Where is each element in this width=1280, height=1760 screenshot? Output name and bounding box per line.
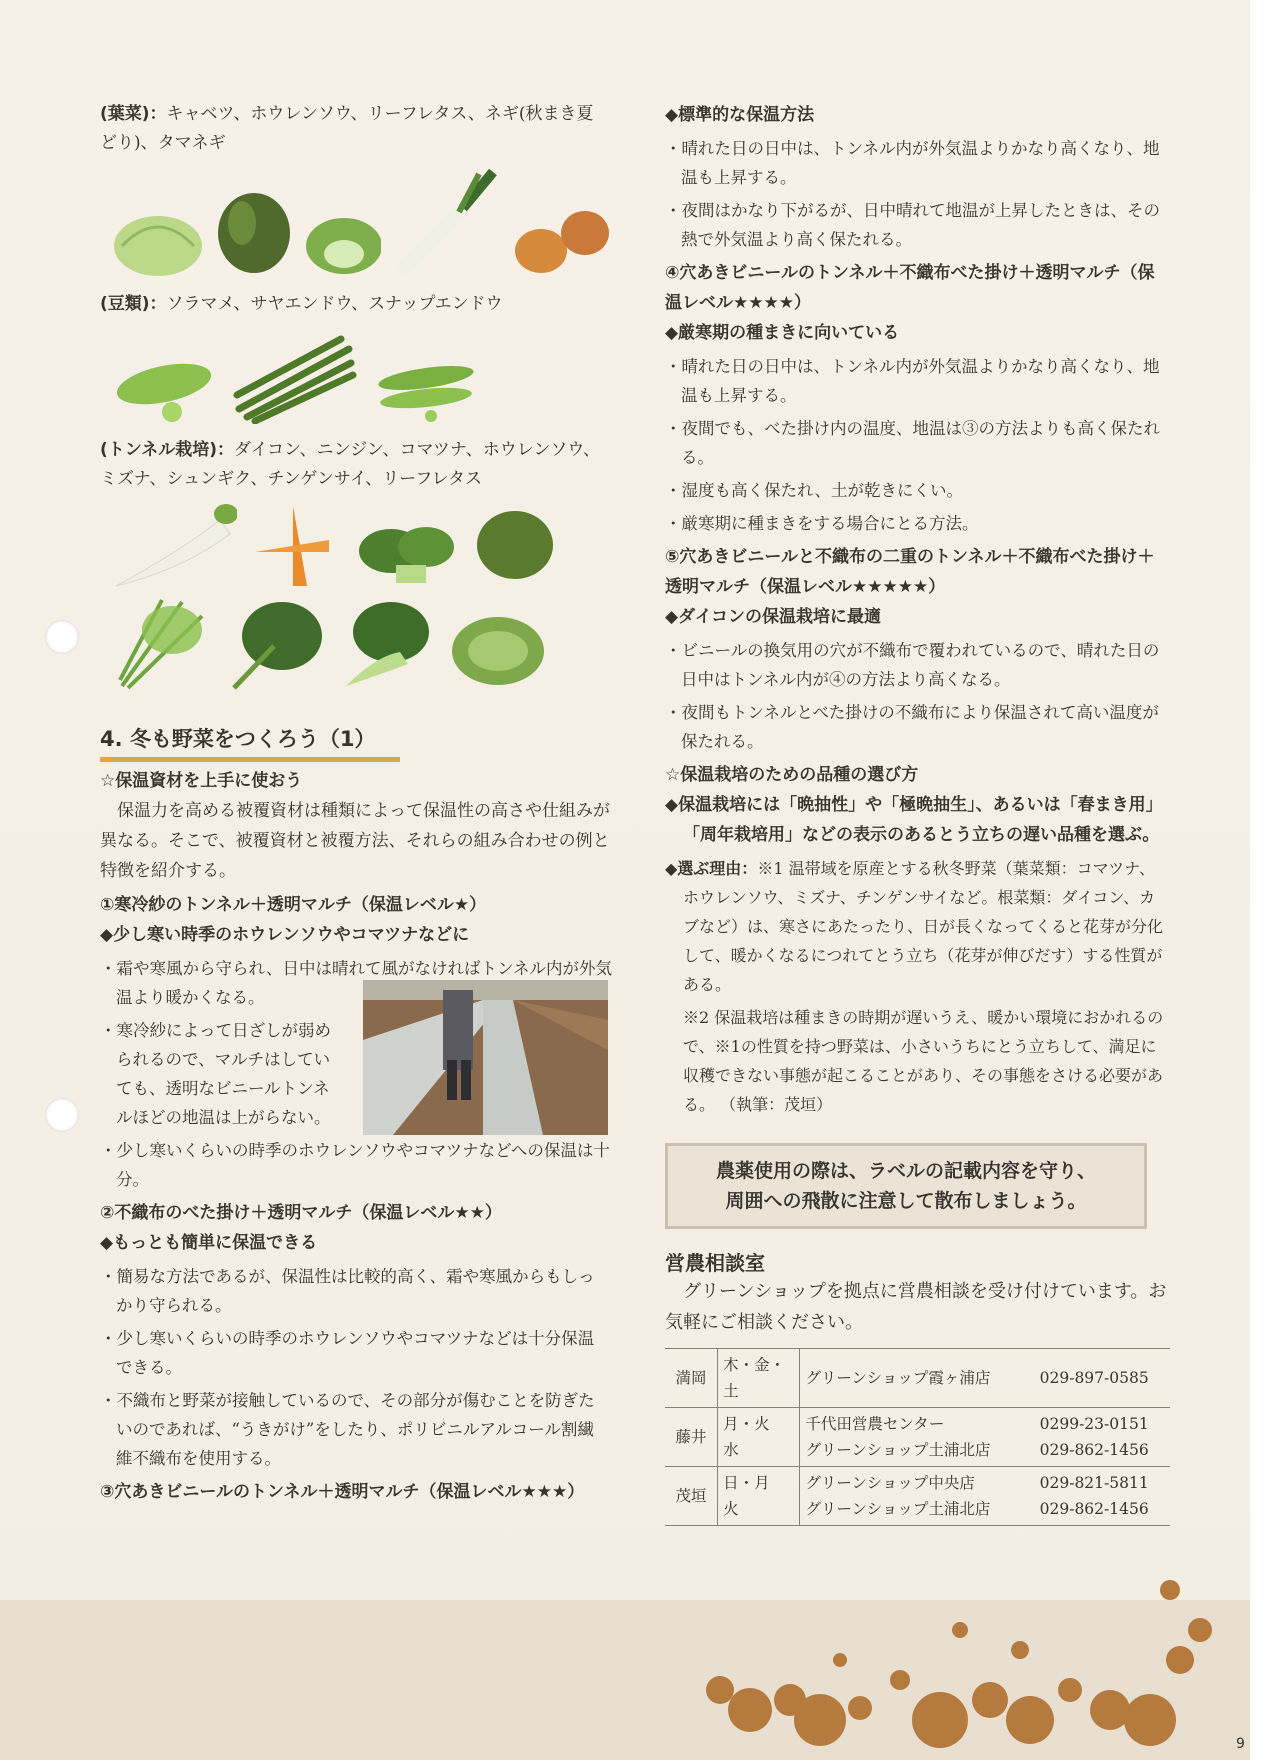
method1-bullet-3: ・少し寒いくらいの時季のホウレンソウやコマツナなどへの保温は十分。 — [100, 1141, 610, 1189]
method5-title: ⑤穴あきビニールと不織布の二重のトンネル＋不織布べた掛け＋透明マルチ（保温レベル★★★★★） — [665, 547, 1155, 597]
method4-bullet-1: ・晴れた日の日中は、トンネル内が外気温よりかなり高くなり、地温も上昇する。 — [665, 357, 1160, 405]
section-title: 4. 冬も野菜をつくろう（1） — [100, 723, 400, 762]
method2-bullet-2: ・少し寒いくらいの時季のホウレンソウやコマツナなどは十分保温できる。 — [100, 1329, 595, 1377]
intro-body: 保温力を高める被覆資材は種類によって保温性の高さや仕組みが異なる。そこで、被覆資材と被覆方法、それらの組み合わせの例と特徴を紹介する。 — [100, 801, 610, 881]
daikon-illustration — [112, 500, 237, 590]
method1-bullet-1: ・霜や寒風から守られ、日中は晴れて風がなければトンネル内が外気温より暖かくなる。 — [100, 959, 612, 1007]
category-tunnel: (トンネル栽培)：ダイコン、ニンジン、コマツナ、ホウレンソウ、ミズナ、シュンギク、チンゲンサイ、リーフレタス — [100, 440, 600, 489]
snow-pea-illustration — [229, 329, 359, 424]
reason-2-paragraph: ※2 保温栽培は種まきの時期が遅いうえ、暖かい環境におかれるので、※1の性質を持つ野菜は、小さいうちにとう立ちして、満足に収穫できない事態が起こることがあり、その事態をさける必要がある。 （執筆：茂垣） — [683, 1008, 1164, 1114]
carrot-illustration — [249, 500, 339, 590]
method2-subheading: ◆もっとも簡単に保温できる — [100, 1233, 318, 1253]
red-leaf-lettuce-illustration — [448, 611, 548, 691]
onion-illustration — [513, 203, 610, 278]
binder-hole-top — [45, 620, 79, 654]
soil-decoration — [640, 1570, 1240, 1750]
method1-subheading: ◆少し寒い時季のホウレンソウやコマツナなどに — [100, 925, 470, 945]
spinach-bunch-illustration — [473, 505, 558, 590]
method1-bullet-2: ・寒冷紗によって日ざしが弱められるので、マルチはしていても、透明なビニールトンネルほどの地温は上がらない。 — [100, 1021, 331, 1127]
consultation-title: 営農相談室 — [665, 1251, 765, 1275]
method4-bullet-4: ・厳寒期に種まきをする場合にとる方法。 — [665, 514, 979, 533]
method1-title: ①寒冷紗のトンネル＋透明マルチ（保温レベル★） — [100, 895, 487, 915]
snap-pea-illustration — [371, 354, 481, 424]
cabbage-illustration — [112, 208, 202, 278]
method4-title: ④穴あきビニールのトンネル＋不織布べた掛け＋透明マルチ（保温レベル★★★★） — [665, 263, 1155, 313]
leafy-vegetable-photos — [112, 168, 610, 278]
leaf-lettuce-illustration — [304, 208, 382, 278]
intro-heading: ☆保温資材を上手に使おう — [100, 771, 303, 791]
broad-bean-illustration — [112, 354, 217, 424]
method2-bullet-1: ・簡易な方法であるが、保温性は比較的高く、霜や寒風からもしっかり守られる。 — [100, 1267, 595, 1315]
method3-title: ③穴あきビニールのトンネル＋透明マルチ（保温レベル★★★） — [100, 1482, 585, 1502]
method5-bullet-1: ・ビニールの換気用の穴が不織布で覆われているので、晴れた日の日中はトンネル内が④の方法より高くなる。 — [665, 641, 1160, 689]
right-column — [665, 100, 1170, 1526]
standard-bullet-2: ・夜間はかなり下がるが、日中晴れて地温が上昇したときは、その熱で外気温より高く保たれる。 — [665, 201, 1160, 249]
method2-title: ②不織布のべた掛け＋透明マルチ（保温レベル★★） — [100, 1203, 502, 1223]
method5-subheading: ◆ダイコンの保温栽培に最適 — [665, 607, 882, 627]
mizuna-illustration — [112, 596, 212, 691]
consultation-body: グリーンショップを拠点に営農相談を受け付けています。お気軽にご相談ください。 — [665, 1281, 1167, 1333]
table-row: 藤井 月・火 水 千代田営農センター グリーンショップ土浦北店 0299-23-0151 029-862-1456 — [665, 1408, 1170, 1467]
method4-subheading: ◆厳寒期の種まきに向いている — [665, 323, 900, 343]
standard-heading: ◆標準的な保温方法 — [665, 105, 815, 125]
bok-choy-illustration — [336, 596, 436, 691]
method4-bullet-2: ・夜間でも、べた掛け内の温度、地温は③の方法よりも高く保たれる。 — [665, 419, 1160, 467]
table-row: 満岡 木・金・土 グリーンショップ霞ヶ浦店 029-897-0585 — [665, 1349, 1170, 1408]
tunnel-field-photo — [363, 980, 608, 1135]
komatsuna-illustration — [351, 515, 461, 590]
author-credit: （執筆：茂垣） — [720, 1095, 833, 1114]
leek-illustration — [393, 168, 500, 278]
variety-main: ◆保温栽培には「晩抽性」や「極晩抽生」、あるいは「春まき用」「周年栽培用」などの表示のあるとう立ちの遅い品種を選ぶ。 — [665, 795, 1163, 845]
standard-bullet-1: ・晴れた日の日中は、トンネル内が外気温よりかなり高くなり、地温も上昇する。 — [665, 139, 1160, 187]
binder-hole-bottom — [45, 1098, 79, 1132]
variety-heading: ☆保温栽培のための品種の選び方 — [665, 765, 919, 785]
shungiku-illustration — [224, 596, 324, 691]
bean-photos — [112, 329, 610, 424]
pesticide-notice: 農薬使用の際は、ラベルの記載内容を守り、 周囲への飛散に注意して散布しましょう。 — [665, 1143, 1147, 1229]
method2-bullet-3: ・不織布と野菜が接触しているので、その部分が傷むことを防ぎたいのであれば、“うきがけ”をしたり、ポリビニルアルコール割繊維不織布を使用する。 — [100, 1391, 595, 1468]
method4-bullet-3: ・湿度も高く保たれ、土が乾きにくい。 — [665, 481, 963, 500]
category-leafy: (葉菜)：キャベツ、ホウレンソウ、リーフレタス、ネギ(秋まき夏どり)、タマネギ — [100, 104, 594, 153]
tunnel-vegetable-photos-row1 — [112, 500, 610, 590]
category-beans: (豆類)：ソラマメ、サヤエンドウ、スナップエンドウ — [100, 294, 503, 314]
method5-bullet-2: ・夜間もトンネルとべた掛けの不織布により保温されて高い温度が保たれる。 — [665, 703, 1159, 751]
spinach-illustration — [214, 183, 292, 278]
page-edge — [1250, 0, 1280, 1760]
table-row: 茂垣 日・月 火 グリーンショップ中央店 グリーンショップ土浦北店 029-821-5811 029-862-1456 — [665, 1467, 1170, 1526]
page-number: 9 — [1236, 1736, 1245, 1752]
consultation-table — [665, 1348, 1170, 1526]
reason-paragraph: ◆選ぶ理由：※1 温帯域を原産とする秋冬野菜（葉菜類：コマツナ、ホウレンソウ、ミズナ、チンゲンサイなど。根菜類：ダイコン、カブなど）は、寒さにあたったり、日が長くなってくると花芽が分化して、暖かくなるにつれてとう立ち（花芽が伸びだす）する性質がある。 — [665, 859, 1164, 994]
left-column — [100, 100, 610, 1507]
tunnel-vegetable-photos-row2 — [112, 596, 610, 691]
